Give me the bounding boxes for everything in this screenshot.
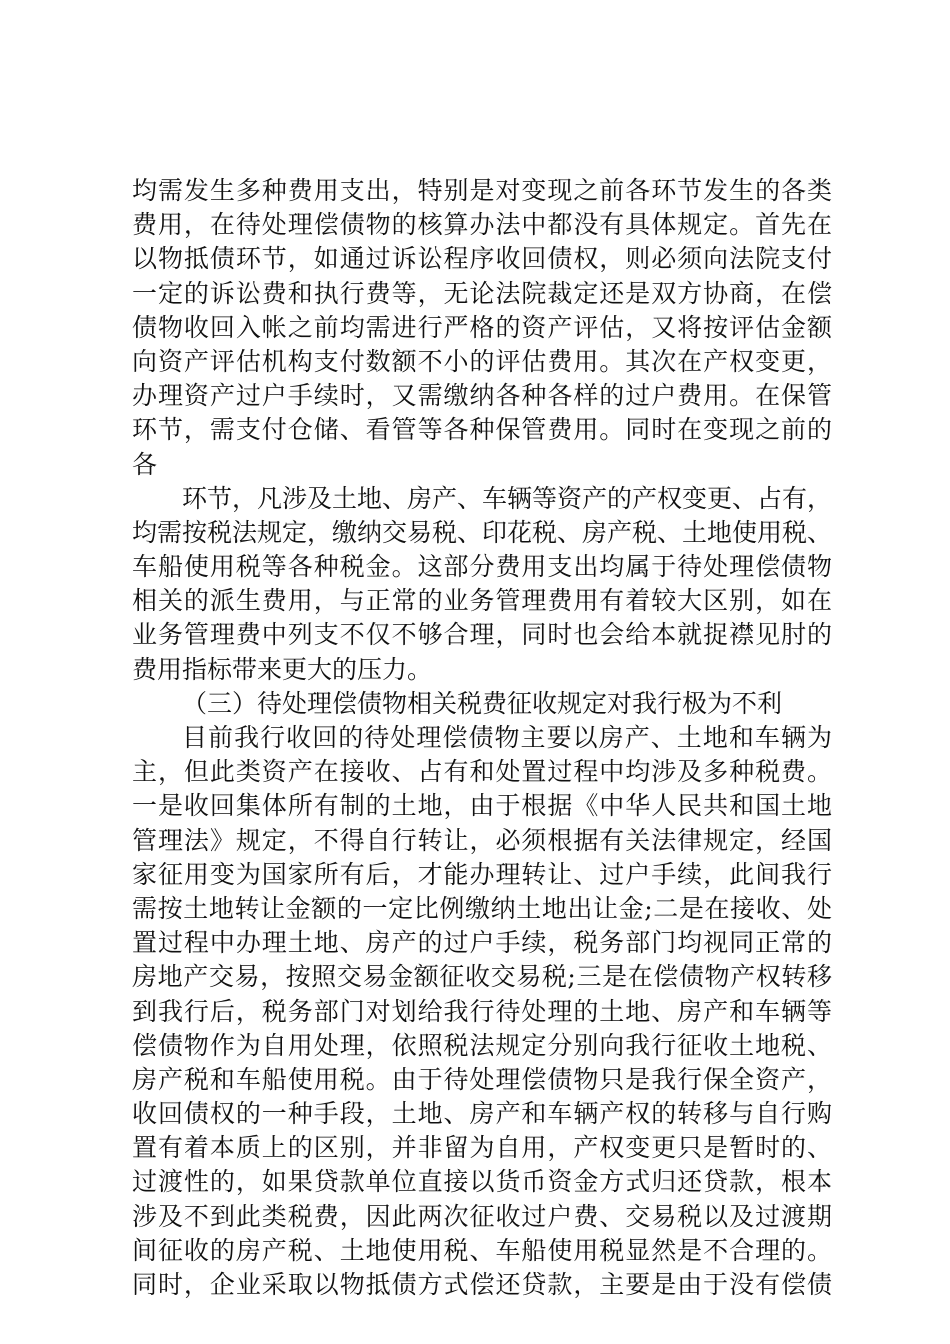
text-line: 费用，在待处理偿债物的核算办法中都没有具体规定。首先在 bbox=[132, 210, 832, 240]
text-line: 偿债物作为自用处理，依照税法规定分别向我行征收土地税、 bbox=[132, 1030, 832, 1060]
text-line: 需按土地转让金额的一定比例缴纳土地出让金;二是在接收、处 bbox=[132, 893, 832, 923]
text-line: 各 bbox=[132, 449, 158, 479]
text-line: 到我行后，税务部门对划给我行待处理的土地、房产和车辆等 bbox=[132, 996, 832, 1026]
text-line: 家征用变为国家所有后，才能办理转让、过户手续，此间我行 bbox=[132, 859, 832, 889]
text-line: 过渡性的，如果贷款单位直接以货币资金方式归还贷款，根本 bbox=[132, 1167, 832, 1197]
text-line: 置有着本质上的区别，并非留为自用，产权变更只是暂时的、 bbox=[132, 1133, 832, 1163]
text-line: 费用指标带来更大的压力。 bbox=[132, 654, 433, 684]
text-line: 业务管理费中列支不仅不够合理，同时也会给本就捉襟见肘的 bbox=[132, 620, 832, 650]
text-line: 债物收回入帐之前均需进行严格的资产评估，又将按评估金额 bbox=[132, 312, 832, 342]
text-line: 向资产评估机构支付数额不小的评估费用。其次在产权变更， bbox=[132, 346, 832, 376]
text-line: 一是收回集体所有制的土地，由于根据《中华人民共和国土地 bbox=[132, 791, 832, 821]
text-line: 相关的派生费用，与正常的业务管理费用有着较大区别，如在 bbox=[132, 586, 832, 616]
text-line: 房产税和车船使用税。由于待处理偿债物只是我行保全资产， bbox=[132, 1064, 832, 1094]
text-line: 同时，企业采取以物抵债方式偿还贷款，主要是由于没有偿债 bbox=[132, 1270, 832, 1299]
text-line: 管理法》规定，不得自行转让，必须根据有关法律规定，经国 bbox=[132, 825, 832, 855]
text-line: 环节，需支付仓储、看管等各种保管费用。同时在变现之前的 bbox=[132, 415, 832, 445]
text-line: 均需按税法规定，缴纳交易税、印花税、房产税、土地使用税、 bbox=[132, 517, 832, 547]
text-line: 办理资产过户手续时，又需缴纳各种各样的过户费用。在保管 bbox=[132, 381, 832, 411]
text-line: 以物抵债环节，如通过诉讼程序收回债权，则必须向法院支付 bbox=[132, 244, 832, 274]
paragraph-first-line: 目前我行收回的待处理偿债物主要以房产、土地和车辆为 bbox=[182, 723, 832, 752]
text-line: 房地产交易，按照交易金额征收交易税;三是在偿债物产权转移 bbox=[132, 962, 832, 992]
text-line: 间征收的房产税、土地使用税、车船使用税显然是不合理的。 bbox=[132, 1235, 832, 1265]
text-line: 涉及不到此类税费，因此两次征收过户费、交易税以及过渡期 bbox=[132, 1201, 832, 1231]
text-line: 主，但此类资产在接收、占有和处置过程中均涉及多种税费。 bbox=[132, 757, 832, 787]
text-line: 置过程中办理土地、房产的过户手续，税务部门均视同正常的 bbox=[132, 928, 832, 958]
section-heading: （三）待处理偿债物相关税费征收规定对我行极为不利 bbox=[182, 688, 783, 718]
text-line: 车船使用税等各种税金。这部分费用支出均属于待处理偿债物 bbox=[132, 552, 832, 582]
text-line: 均需发生多种费用支出，特别是对变现之前各环节发生的各类 bbox=[132, 176, 832, 205]
text-line: 收回债权的一种手段，土地、房产和车辆产权的转移与自行购 bbox=[132, 1099, 832, 1129]
text-line: 一定的诉讼费和执行费等，无论法院裁定还是双方协商，在偿 bbox=[132, 278, 832, 308]
paragraph-first-line: 环节，凡涉及土地、房产、车辆等资产的产权变更、占有， bbox=[182, 483, 832, 513]
document-page bbox=[132, 174, 832, 1302]
